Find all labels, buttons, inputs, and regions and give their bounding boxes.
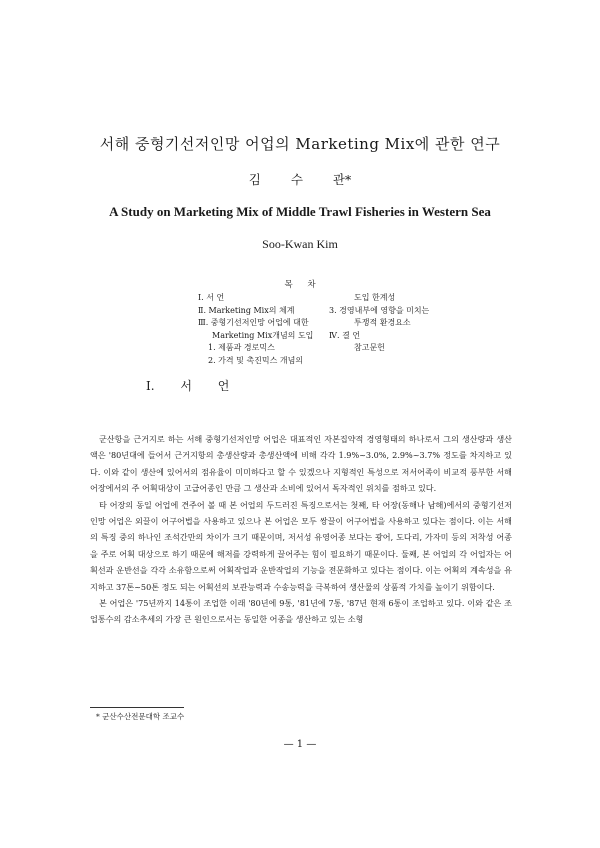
toc-item: Marketing Mix개념의 도입: [212, 330, 314, 340]
author-name-korean: 김 수 관*: [248, 172, 352, 187]
toc-item: 2. 가격 및 촉진믹스 개념의: [208, 355, 304, 365]
paragraph: 본 어업은 '75년까지 14통이 조업한 이래 '80년에 9통, '81년에 7통, '87년 현재 6통이 조업하고 있다. 이와 같은 조업통수의 감소추세의 가장 큰 원인으로서는 동일한 어종을 생산하고 있는 소형: [90, 598, 512, 625]
footnote: * 군산수산전문대학 조교수: [96, 712, 185, 721]
toc-item: 참고문헌: [354, 343, 385, 352]
body-text: [90, 431, 512, 628]
toc-item: Ⅱ. Marketing Mix의 체계: [198, 305, 295, 315]
paragraph: 타 어장의 동일 어업에 견주어 볼 때 본 어업의 두드러진 특징으로서는 첫째, 타 어장(동해나 남해)에서의 중형기선저인망 어업은 외끌이 어구어법을 사용하고 있으나 본 어업은 모두 쌍끌이 어구어법을 사용하고 있다는 점이다. 이는 서해의 특징 중의 하나인 조석간만의 차이가 크기 때문이며, 저서성 유영어종 보다는 광어, 도다리, 가자미 등의 저착성 어종을 주로 어획 대상으로 하기 때문에 해저를 강력하게 끌어주는 힘이 필요하기 때문이다. 둘째, 본 어업의 각 어업자는 어획선과 운반선을 각각 소유함으로써 어획작업과 운반작업의 기능을 전문화하고 있다는 점이다. 이는 어획의 계속성을 유지하고 37톤~50톤 정도 되는 어획선의 보관능력과 수송능력을 극복하여 생산물의 상품적 가치를 높이기 위함이다.: [90, 499, 512, 592]
toc-item: Ⅲ. 중형기선저인망 어업에 대한: [198, 318, 309, 327]
paper-title-korean: 서해 중형기선저인망 어업의 Marketing Mix에 관한 연구: [99, 135, 501, 153]
toc-right-column: [329, 292, 429, 355]
footnote-rule: [90, 707, 184, 708]
toc-item: Ⅰ. 서 언: [198, 293, 225, 302]
toc-item: 투쟁적 환경요소: [354, 318, 411, 327]
page-number: — 1 —: [283, 739, 317, 750]
toc-item: 도입 한계성: [354, 293, 396, 302]
toc-item: 3. 경영내부에 영향을 미치는: [329, 305, 430, 315]
paragraph: 군산항을 근거지로 하는 서해 중형기선저인망 어업은 대표적인 자본집약적 경영형태의 하나로서 그의 생산량과 생산액은 '80년대에 들어서 근거지항의 총생산량과 총생산액에 비해 각각 1.9%~3.0%, 2.9%~3.7% 정도를 차지하고 있다. 이와 같이 생산에 있어서의 점유율이 미미하다고 할 수 있겠으나 지형적인 특성으로 저서어족이 비교적 풍부한 서해어장에서의 주 어획대상이 고급어종인 만큼 그 생산과 소비에 있어서 독자적인 위치를 점하고 있다.: [90, 434, 512, 494]
author-name-english: Soo-Kwan Kim: [262, 237, 338, 251]
toc-title: 목 차: [284, 280, 316, 290]
section-heading: Ⅰ. 서 언: [146, 379, 230, 393]
paper-title-english: A Study on Marketing Mix of Middle Trawl Fisheries in Western Sea: [109, 204, 491, 219]
toc-item: 1. 제품과 경로믹스: [208, 343, 275, 352]
toc-item: Ⅳ. 결 언: [329, 330, 361, 340]
toc-left-column: [198, 292, 313, 367]
